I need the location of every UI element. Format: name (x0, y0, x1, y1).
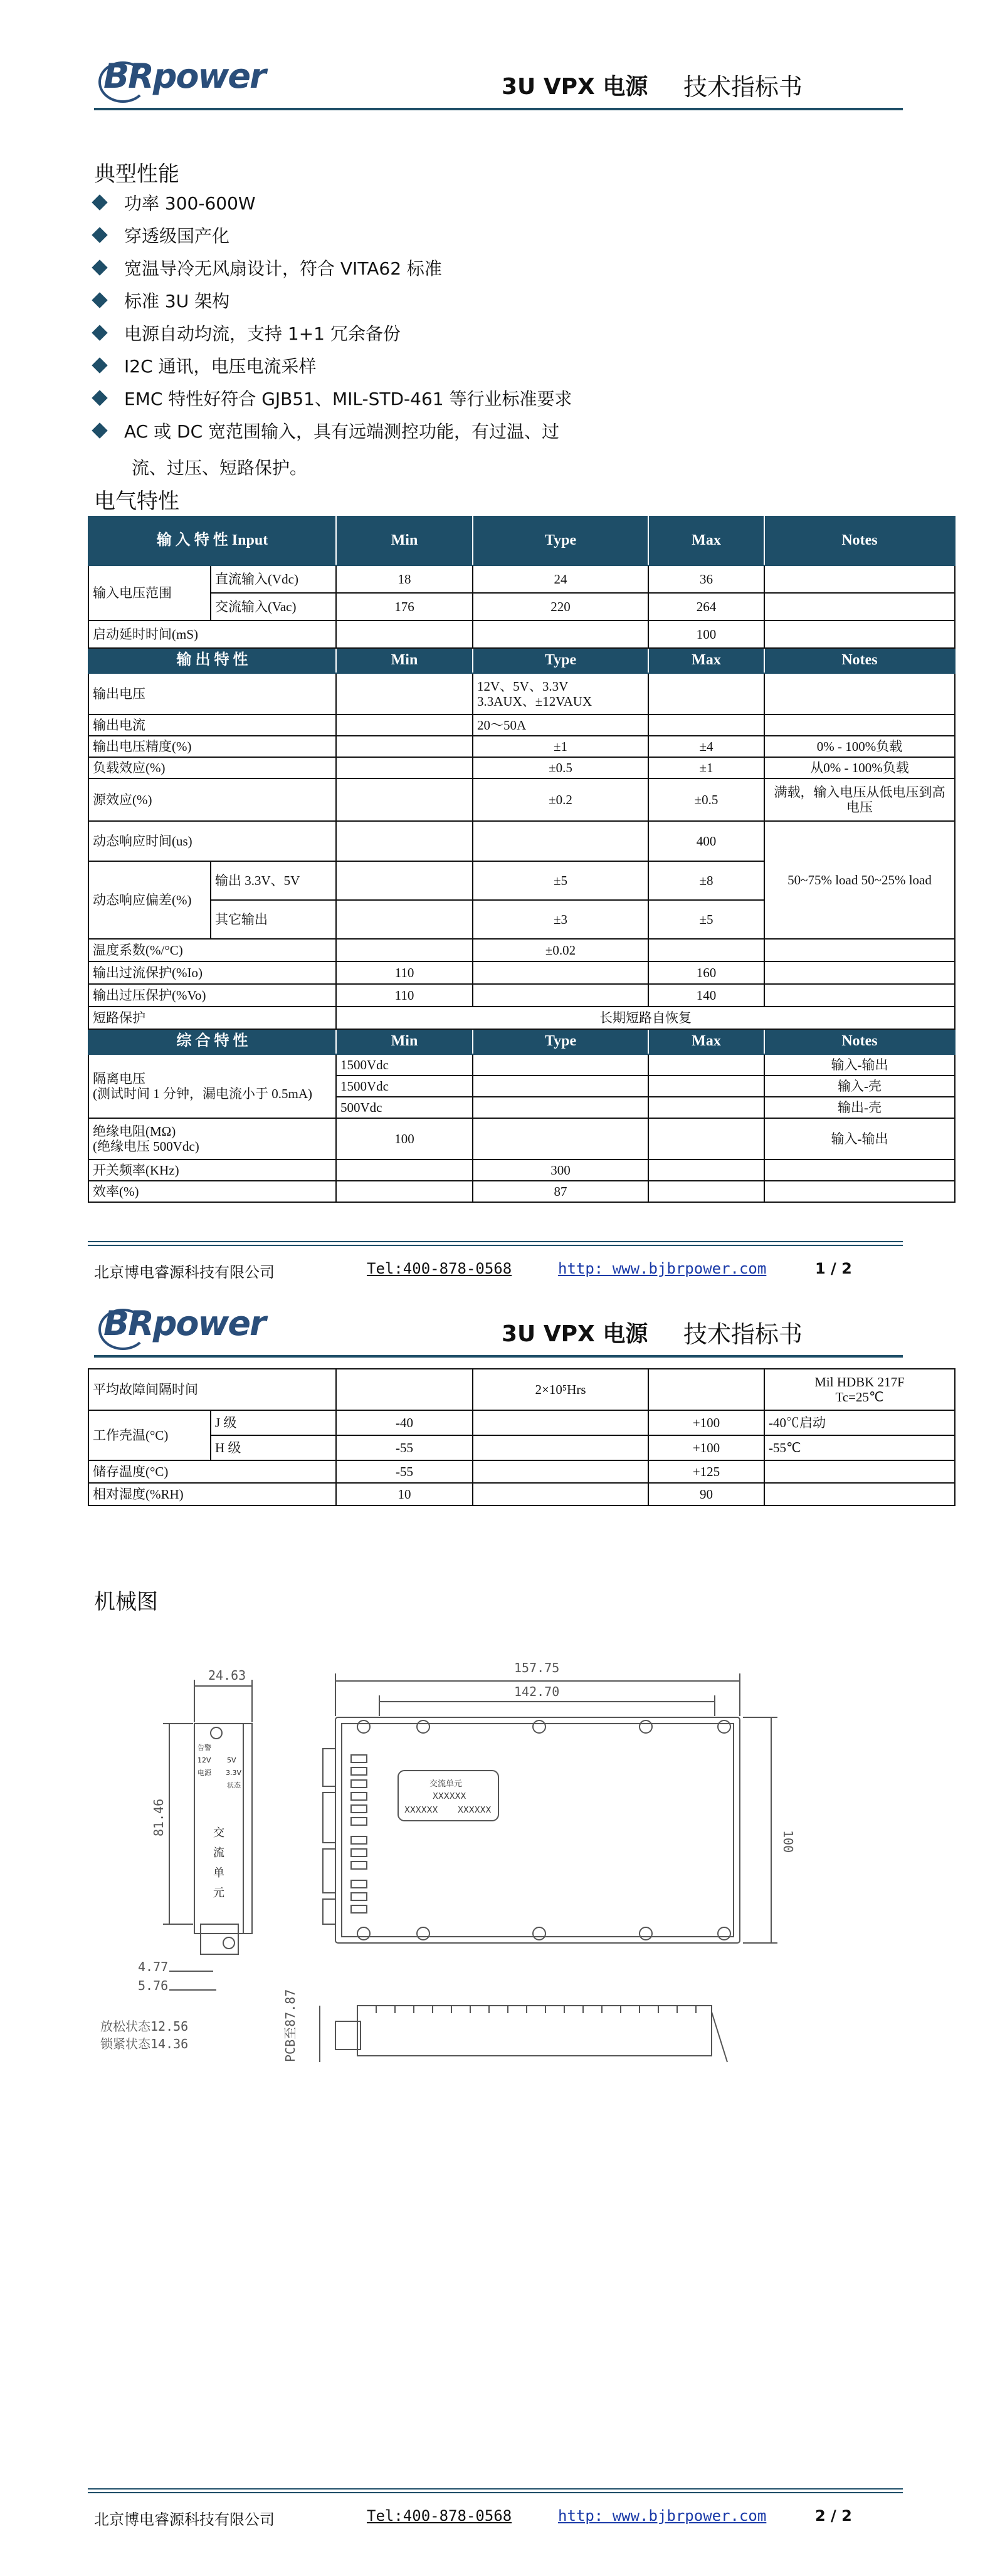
efficiency-type: 87 (473, 1181, 648, 1202)
empty-cell (648, 1118, 764, 1160)
empty-cell (648, 715, 764, 736)
label-box-line2b: XXXXXX (458, 1806, 492, 1815)
table-row (88, 1181, 955, 1202)
top-view-inner (342, 1724, 734, 1937)
electrical-title: 电气特性 (94, 489, 179, 514)
insulation-notes: 输入-输出 (764, 1118, 955, 1160)
empty-cell (336, 1369, 473, 1410)
side-label-b: 12V (197, 1756, 211, 1764)
temp-coeff-type: ±0.02 (473, 939, 648, 961)
humidity-max: 90 (648, 1483, 764, 1505)
output-voltage-line1: 12V、5V、3.3V (477, 678, 569, 694)
diamond-bullet-icon (92, 390, 107, 406)
accuracy-type: ±1 (473, 736, 648, 757)
footer-rule-1b (88, 1245, 903, 1246)
table-row (88, 565, 955, 593)
col-notes: Notes (764, 1029, 955, 1054)
side-label-d: 电源 (197, 1769, 211, 1777)
line-reg-label: 源效应(%) (88, 778, 336, 821)
footer-company: 北京博电睿源科技有限公司 (94, 1264, 275, 1281)
dev-other-type: ±3 (473, 900, 648, 939)
op-temp-h-notes: -55℃ (764, 1435, 955, 1460)
dim-pcb: PCB至87.87 (283, 1989, 298, 2062)
table-row (88, 620, 955, 648)
feature-item (94, 418, 559, 443)
dim-height-side: 81.46 (151, 1798, 166, 1836)
footer-page-number: 1 / 2 (815, 1260, 852, 1277)
isolation-min-3: 500Vdc (336, 1097, 473, 1118)
temp-coeff-label: 温度系数(%/°C) (88, 939, 336, 961)
footer-rule-2b (88, 2492, 903, 2493)
table-row (88, 1369, 955, 1410)
line-reg-notes: 满载，输入电压从低电压到高电压 (764, 778, 955, 821)
dev-other-max: ±5 (648, 900, 764, 939)
feature-item (94, 288, 229, 313)
table-row (88, 984, 955, 1007)
input-header-row (88, 516, 955, 565)
isolation-notes-3: 输出-壳 (764, 1097, 955, 1118)
empty-cell (648, 1181, 764, 1202)
switch-freq-type: 300 (473, 1160, 648, 1181)
col-min: Min (336, 648, 473, 673)
footer-url[interactable]: http: www.bjbrpower.com (558, 2507, 767, 2525)
diamond-bullet-icon (92, 227, 107, 243)
doc-type: 技术指标书 (683, 1321, 803, 1348)
table-row (88, 778, 955, 821)
empty-cell (473, 1460, 648, 1483)
isolation-min-1: 1500Vdc (336, 1054, 473, 1076)
dyn-resp-label: 动态响应时间(us) (88, 821, 336, 861)
doc-type: 技术指标书 (683, 73, 803, 101)
isolation-label: 隔离电压 (测试时间 1 分钟，漏电流小于 0.5mA) (88, 1054, 336, 1118)
scp-value: 长期短路自恢复 (336, 1007, 955, 1029)
empty-cell (336, 673, 473, 715)
table-row (88, 961, 955, 984)
table-row (88, 715, 955, 736)
logo-text: BRpower (103, 1304, 265, 1343)
feature-item (94, 190, 256, 215)
dim-len-inner: 142.70 (514, 1684, 560, 1699)
dev-33-max: ±8 (648, 861, 764, 900)
header-rule (94, 108, 903, 110)
screw-icon (718, 1720, 730, 1733)
empty-cell (336, 757, 473, 778)
screw-icon (533, 1927, 545, 1940)
accuracy-label: 输出电压精度(%) (88, 736, 336, 757)
load-reg-notes: 从0% - 100%负载 (764, 757, 955, 778)
col-max: Max (648, 1029, 764, 1054)
product-title: 3U VPX 电源 (502, 1321, 648, 1347)
dim-len-outer: 157.75 (514, 1660, 560, 1675)
dev-other-label: 其它输出 (211, 900, 336, 939)
line-reg-max: ±0.5 (648, 778, 764, 821)
empty-cell (764, 1181, 955, 1202)
side-view-rail (243, 1724, 252, 1934)
output-voltage-type (473, 673, 648, 715)
feature-item (94, 353, 317, 378)
feature-text: 电源自动均流，支持 1+1 冗余备份 (124, 323, 401, 344)
col-notes: Notes (764, 516, 955, 565)
input-range-label: 输入电压范围 (88, 565, 211, 620)
output-current-label: 输出电流 (88, 715, 336, 736)
table-row (88, 736, 955, 757)
empty-cell (336, 1181, 473, 1202)
empty-cell (336, 861, 473, 900)
vertical-char-1: 交 (213, 1826, 224, 1840)
feature-item (94, 320, 401, 345)
table-row (88, 757, 955, 778)
environment-table (88, 1368, 956, 1506)
connector-slots (323, 1749, 367, 1924)
top-view-body (335, 1717, 740, 1943)
table-row (88, 1410, 955, 1435)
col-max: Max (648, 516, 764, 565)
dc-input-type: 24 (473, 565, 648, 593)
dyn-dev-notes: 50~75% load 50~25% load (764, 821, 955, 939)
vertical-char-3: 单 (213, 1867, 224, 1880)
humidity-label: 相对湿度(%RH) (88, 1483, 336, 1505)
load-reg-max: ±1 (648, 757, 764, 778)
dim-d2: 5.76 (138, 1978, 169, 1993)
empty-cell (473, 1076, 648, 1097)
scp-label: 短路保护 (88, 1007, 336, 1029)
storage-label: 储存温度(°C) (88, 1460, 336, 1483)
table-row (88, 821, 955, 861)
empty-cell (764, 939, 955, 961)
col-min: Min (336, 1029, 473, 1054)
dim-d1: 4.77 (138, 1959, 169, 1974)
op-temp-h-max: +100 (648, 1435, 764, 1460)
dc-input-min: 18 (336, 565, 473, 593)
insulation-label: 绝缘电阻(MΩ) (绝缘电压 500Vdc) (88, 1118, 336, 1160)
output-header: 输 出 特 性 (88, 648, 336, 673)
table-row (88, 1007, 955, 1029)
empty-cell (648, 1097, 764, 1118)
mtbf-notes (764, 1369, 955, 1410)
insulation-min: 100 (336, 1118, 473, 1160)
ac-input-label: 交流输入(Vac) (211, 593, 336, 620)
empty-cell (336, 1160, 473, 1181)
ocp-min: 110 (336, 961, 473, 984)
isolation-min-2: 1500Vdc (336, 1076, 473, 1097)
col-notes: Notes (764, 648, 955, 673)
empty-cell (764, 673, 955, 715)
mtbf-type: 2×10⁵Hrs (473, 1369, 648, 1410)
empty-cell (473, 1097, 648, 1118)
startup-label: 启动延时时间(mS) (88, 620, 336, 648)
empty-cell (473, 1118, 648, 1160)
dim-locked: 锁紧状态14.36 (100, 2036, 189, 2051)
op-temp-j-notes: -40℃启动 (764, 1410, 955, 1435)
label-box-line2a: XXXXXX (404, 1806, 438, 1815)
dev-33-label: 输出 3.3V、5V (211, 861, 336, 900)
ac-input-type: 220 (473, 593, 648, 620)
ovp-max: 140 (648, 984, 764, 1007)
op-temp-h-min: -55 (336, 1435, 473, 1460)
ocp-label: 输出过流保护(%Io) (88, 961, 336, 984)
empty-cell (473, 961, 648, 984)
empty-cell (473, 821, 648, 861)
mtbf-label: 平均故障间隔时间 (88, 1369, 336, 1410)
screw-icon (417, 1927, 429, 1940)
empty-cell (764, 715, 955, 736)
vertical-char-2: 流 (213, 1846, 224, 1860)
output-header-row (88, 648, 955, 673)
empty-cell (764, 620, 955, 648)
footer-rule-2 (88, 2488, 903, 2490)
feature-item (94, 385, 572, 411)
empty-cell (648, 1054, 764, 1076)
ovp-min: 110 (336, 984, 473, 1007)
dyn-dev-label: 动态响应偏差(%) (88, 861, 211, 939)
screw-icon (640, 1927, 652, 1940)
dc-input-max: 36 (648, 565, 764, 593)
load-reg-type: ±0.5 (473, 757, 648, 778)
logo (103, 56, 265, 96)
table-row (88, 673, 955, 715)
dyn-resp-max: 400 (648, 821, 764, 861)
side-label-e: 3.3V (226, 1769, 242, 1777)
ocp-max: 160 (648, 961, 764, 984)
startup-max: 100 (648, 620, 764, 648)
dev-33-type: ±5 (473, 861, 648, 900)
feature-item (94, 255, 442, 280)
empty-cell (764, 961, 955, 984)
logo-ring-icon (98, 61, 147, 103)
mechanical-title: 机械图 (94, 1589, 158, 1615)
diamond-bullet-icon (92, 357, 107, 373)
screw-icon (211, 1727, 222, 1739)
col-type: Type (473, 1029, 648, 1054)
dc-input-label: 直流输入(Vdc) (211, 565, 336, 593)
diamond-bullet-icon (92, 325, 107, 340)
screw-icon (718, 1927, 730, 1940)
diamond-bullet-icon (92, 194, 107, 210)
label-box-title: 交流单元 (429, 1779, 463, 1789)
table-row (88, 1483, 955, 1505)
screw-icon (357, 1927, 370, 1940)
accuracy-notes: 0% - 100%负载 (764, 736, 955, 757)
screw-icon (417, 1720, 429, 1733)
output-current-type: 20～50A (473, 715, 648, 736)
empty-cell (648, 1076, 764, 1097)
mtbf-notes-line1: Mil HDBK 217F (814, 1374, 905, 1390)
screw-icon (223, 1937, 234, 1949)
product-title: 3U VPX 电源 (502, 74, 648, 100)
ovp-label: 输出过压保护(%Vo) (88, 984, 336, 1007)
empty-cell (473, 1410, 648, 1435)
empty-cell (336, 736, 473, 757)
diamond-bullet-icon (92, 422, 107, 438)
feature-text: I2C 通讯，电压电流采样 (124, 356, 317, 377)
screw-icon (640, 1720, 652, 1733)
empty-cell (336, 620, 473, 648)
feature-text: EMC 特性好符合 GJB51、MIL-STD-461 等行业标准要求 (124, 389, 572, 409)
feature-text: 宽温导冷无风扇设计，符合 VITA62 标准 (124, 258, 442, 279)
op-temp-j-grade: J 级 (211, 1410, 336, 1435)
label-box-line1: XXXXXX (433, 1792, 466, 1801)
col-type: Type (473, 648, 648, 673)
empty-cell (648, 1160, 764, 1181)
screw-icon (357, 1720, 370, 1733)
accuracy-max: ±4 (648, 736, 764, 757)
footer-company: 北京博电睿源科技有限公司 (94, 2511, 275, 2528)
dim-height-right: 100 (781, 1830, 796, 1853)
table-row (88, 593, 955, 620)
vertical-char-4: 元 (213, 1887, 224, 1900)
logo-text: BRpower (103, 56, 265, 96)
op-temp-j-max: +100 (648, 1410, 764, 1435)
ac-input-notes (764, 593, 955, 620)
table-row (88, 1054, 955, 1076)
empty-cell (473, 1483, 648, 1505)
empty-cell (473, 1054, 648, 1076)
screw-icon (533, 1720, 545, 1733)
logo (103, 1304, 265, 1343)
empty-cell (648, 673, 764, 715)
col-type: Type (473, 516, 648, 565)
heatsink-fins (376, 2006, 696, 2013)
empty-cell (473, 1435, 648, 1460)
switch-freq-label: 开关频率(KHz) (88, 1160, 336, 1181)
col-min: Min (336, 516, 473, 565)
footer-rule-1 (88, 1241, 903, 1242)
empty-cell (648, 939, 764, 961)
empty-cell (336, 900, 473, 939)
table-row (88, 1435, 955, 1460)
empty-cell (764, 1160, 955, 1181)
side-label-c: 5V (227, 1756, 236, 1764)
table-row (88, 939, 955, 961)
empty-cell (336, 715, 473, 736)
feature-continuation: 流、过压、短路保护。 (132, 458, 308, 478)
output-voltage-label: 输出电压 (88, 673, 336, 715)
dc-input-notes (764, 565, 955, 593)
dim-loose: 放松状态12.56 (100, 2019, 189, 2034)
humidity-min: 10 (336, 1483, 473, 1505)
general-header-row (88, 1029, 955, 1054)
empty-cell (764, 1483, 955, 1505)
ac-input-min: 176 (336, 593, 473, 620)
isolation-notes-1: 输入-输出 (764, 1054, 955, 1076)
header-rule (94, 1355, 903, 1358)
empty-cell (336, 939, 473, 961)
input-header: 输 入 特 性 Input (88, 516, 336, 565)
dim-width-top: 24.63 (208, 1668, 246, 1683)
general-header: 综 合 特 性 (88, 1029, 336, 1054)
footer-tel: Tel:400-878-0568 (367, 2507, 512, 2525)
side-label-f: 状态 (227, 1781, 241, 1789)
empty-cell (648, 1369, 764, 1410)
table-row (88, 1118, 955, 1160)
feature-text: 功率 300-600W (124, 193, 256, 214)
empty-cell (473, 984, 648, 1007)
col-max: Max (648, 648, 764, 673)
isolation-notes-2: 输入-壳 (764, 1076, 955, 1097)
empty-cell (336, 778, 473, 821)
table-row (88, 1460, 955, 1483)
footer-page-number: 2 / 2 (815, 2507, 852, 2525)
op-temp-j-min: -40 (336, 1410, 473, 1435)
empty-cell (764, 984, 955, 1007)
features-title: 典型性能 (94, 162, 179, 187)
feature-text: 标准 3U 架构 (124, 291, 230, 312)
efficiency-label: 效率(%) (88, 1181, 336, 1202)
mechanical-drawing (88, 1630, 840, 2081)
footer-url[interactable]: http: www.bjbrpower.com (558, 1260, 767, 1277)
mtbf-notes-line2: Tc=25℃ (835, 1390, 884, 1405)
ac-input-max: 264 (648, 593, 764, 620)
empty-cell (473, 620, 648, 648)
side-label-a: 告警 (197, 1744, 211, 1752)
empty-cell (764, 1460, 955, 1483)
electrical-table (88, 516, 956, 1203)
feature-text: 穿透级国产化 (124, 226, 230, 246)
feature-item (94, 223, 229, 248)
op-temp-label: 工作壳温(°C) (88, 1410, 211, 1460)
feature-text: AC 或 DC 宽范围输入，具有远端测控功能，有过温、过 (124, 421, 560, 442)
storage-min: -55 (336, 1460, 473, 1483)
load-reg-label: 负载效应(%) (88, 757, 336, 778)
table-row (88, 1160, 955, 1181)
diamond-bullet-icon (92, 259, 107, 275)
footer-tel: Tel:400-878-0568 (367, 1260, 512, 1277)
empty-cell (336, 821, 473, 861)
storage-max: +125 (648, 1460, 764, 1483)
logo-ring-icon (98, 1309, 147, 1350)
output-voltage-line2: 3.3AUX、±12VAUX (477, 694, 592, 709)
op-temp-h-grade: H 级 (211, 1435, 336, 1460)
line-reg-type: ±0.2 (473, 778, 648, 821)
diamond-bullet-icon (92, 292, 107, 308)
